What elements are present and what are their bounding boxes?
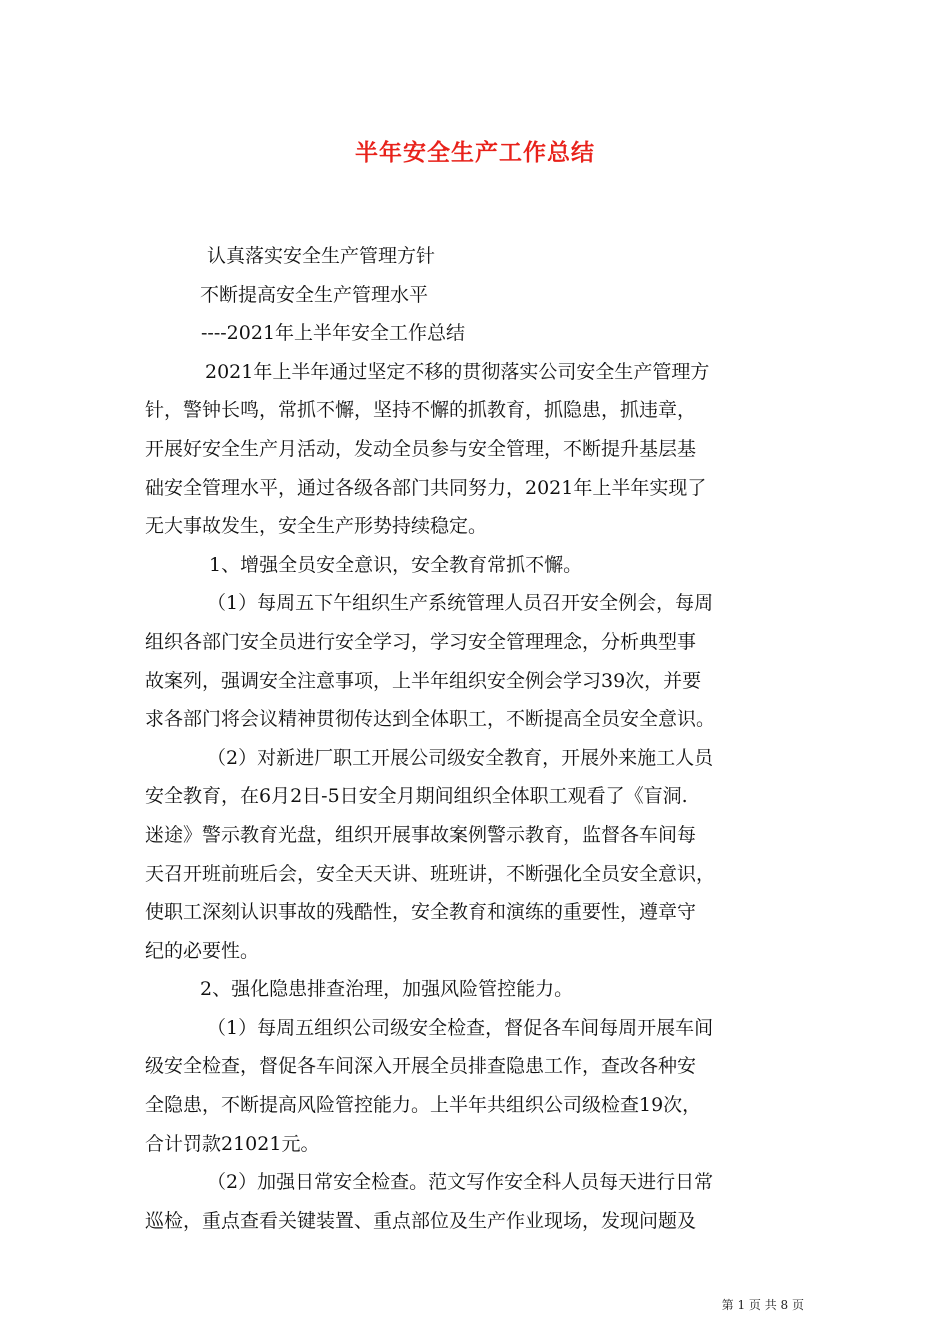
paragraph-line: 求各部门将会议精神贯彻传达到全体职工，不断提高全员安全意识。 [145,708,716,731]
paragraph-line: 故案列，强调安全注意事项，上半年组织安全例会学习39次，并要 [145,669,702,692]
paragraph-line: （1）每周五组织公司级安全检查，督促各车间每周开展车间 [207,1016,714,1039]
paragraph-line: 组织各部门安全员进行安全学习，学习安全管理理念，分析典型事 [145,630,697,653]
paragraph-line: 级安全检查，督促各车间深入开展全员排查隐患工作，查改各种安 [145,1055,697,1078]
paragraph-line: 开展好安全生产月活动，发动全员参与安全管理，不断提升基层基 [145,437,697,460]
paragraph-line: 础安全管理水平，通过各级各部门共同努力，2021年上半年实现了 [145,476,707,499]
paragraph-line: 纪的必要性。 [145,939,260,962]
page-number-footer: 第 1 页 共 8 页 [721,1298,804,1312]
subtitle-line-2: 不断提高安全生产管理水平 [200,283,429,306]
paragraph-line: 全隐患，不断提高风险管控能力。上半年共组织公司级检查19次， [145,1094,702,1117]
paragraph-line: 使职工深刻认识事故的残酷性，安全教育和演练的重要性，遵章守 [145,901,697,924]
paragraph-line: 针，警钟长鸣，常抓不懈，坚持不懈的抓教育，抓隐患，抓违章， [145,399,697,422]
paragraph-line: 巡检，重点查看关键装置、重点部位及生产作业现场，发现问题及 [145,1209,697,1232]
paragraph-line: （2）加强日常安全检查。范文写作安全科人员每天进行日常 [207,1171,714,1194]
subtitle-line-1: 认真落实安全生产管理方针 [207,245,436,267]
paragraph-line: 安全教育，在6月2日-5日安全月期间组织全体职工观看了《盲洞. [145,785,688,808]
paragraph-line: （1）每周五下午组织生产系统管理人员召开安全例会，每周 [207,592,714,615]
paragraph-line: 合计罚款21021元。 [145,1132,320,1155]
paragraph-line: 迷途》警示教育光盘，组织开展事故案例警示教育，监督各车间每 [145,823,697,846]
section-heading-1: 1、增强全员安全意识，安全教育常抓不懈。 [209,553,583,576]
paragraph-line: 天召开班前班后会，安全天天讲、班班讲，不断强化全员安全意识， [145,862,716,885]
section-heading-2: 2、强化隐患排查治理，加强风险管控能力。 [200,978,574,1001]
document-title: 半年安全生产工作总结 [355,140,595,166]
document-body [145,237,815,1240]
paragraph-line: 2021年上半年通过坚定不移的贯彻落实公司安全生产管理方 [205,360,710,383]
paragraph-line: （2）对新进厂职工开展公司级安全教育，开展外来施工人员 [207,746,714,769]
paragraph-line: 无大事故发生，安全生产形势持续稳定。 [145,515,488,538]
subtitle-line-3: ----2021年上半年安全工作总结 [201,322,466,345]
